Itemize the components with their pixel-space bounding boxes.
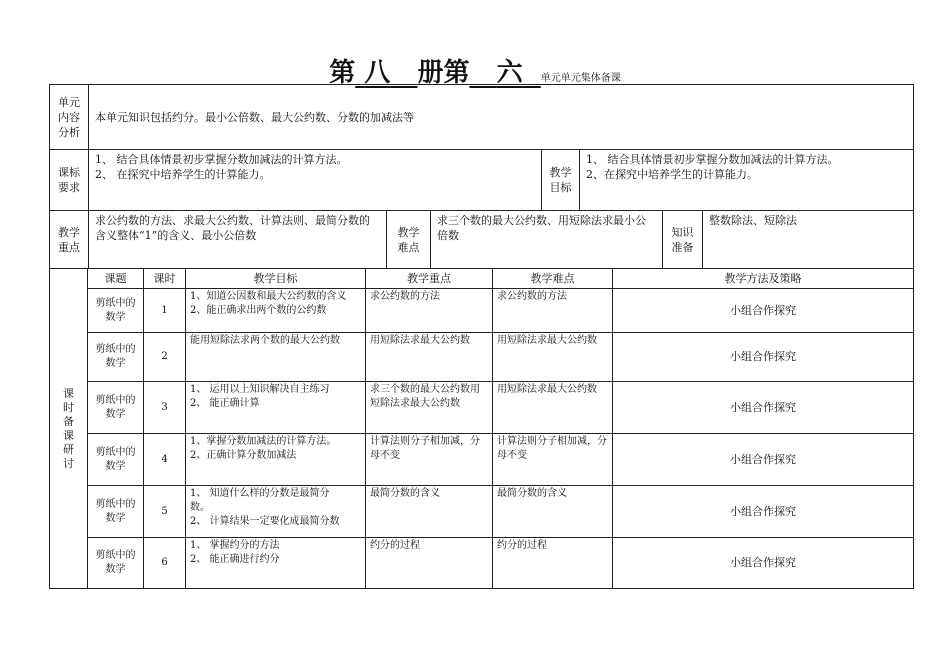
row-method: 小组合作探究 <box>613 486 914 538</box>
header-difficulty: 教学难点 <box>493 269 613 289</box>
row-topic: 剪纸中的数学 <box>88 486 144 538</box>
header-period: 课时 <box>144 269 186 289</box>
row-method: 小组合作探究 <box>613 289 914 333</box>
row-focus: 约分的过程 <box>366 538 493 589</box>
lesson-plan-table <box>49 268 914 589</box>
row-difficulty: 用短除法求最大公约数 <box>493 382 613 434</box>
focus-label: 教学 重点 <box>58 225 80 254</box>
row-goal: 1、 掌握约分的方法 2、 能正确进行约分 <box>186 538 366 589</box>
title-mid: 册第 <box>417 58 470 88</box>
teaching-goal-content: 1、 结合具体情景初步掌握分数加减法的计算方法。 2、在探究中培养学生的计算能力。 <box>579 150 913 210</box>
row-topic: 剪纸中的数学 <box>88 289 144 333</box>
row-difficulty: 用短除法求最大公约数 <box>493 333 613 382</box>
row-difficulty: 求公约数的方法 <box>493 289 613 333</box>
focus-content: 求公约数的方法、求最大公约数、计算法则、最简分数的含义整体“1”的含义、最小公倍数 <box>88 211 386 268</box>
book-number: 八 <box>364 58 391 88</box>
row-goal: 1、 知道什么样的分数是最简分 数。 2、 计算结果一定要化成最简分数 <box>186 486 366 538</box>
row-topic: 剪纸中的数学 <box>88 434 144 486</box>
difficulty-content: 求三个数的最大公约数、用短除法求最小公倍数 <box>430 211 662 268</box>
teaching-goal-label: 教学 目标 <box>541 150 579 210</box>
row-topic: 剪纸中的数学 <box>88 333 144 382</box>
header-goal: 教学目标 <box>186 269 366 289</box>
table-row <box>50 538 914 589</box>
header-focus: 教学重点 <box>366 269 493 289</box>
row-method: 小组合作探究 <box>613 333 914 382</box>
unit-number: 六 <box>496 58 523 88</box>
unit-analysis-row <box>49 84 914 150</box>
row-method: 小组合作探究 <box>613 382 914 434</box>
row-period: 5 <box>144 486 186 538</box>
row-goal: 1、掌握分数加减法的计算方法。 2、正确计算分数加减法 <box>186 434 366 486</box>
row-focus: 求三个数的最大公约数用短除法求最大公约数 <box>366 382 493 434</box>
table-row <box>50 434 914 486</box>
header-method: 教学方法及策略 <box>613 269 914 289</box>
row-focus: 用短除法求最大公约数 <box>366 333 493 382</box>
title-suffix: 单元单元集体备课 <box>540 73 621 84</box>
header-topic: 课题 <box>88 269 144 289</box>
table-row <box>50 333 914 382</box>
row-goal: 1、 运用以上知识解决自主练习 2、 能正确计算 <box>186 382 366 434</box>
row-focus: 最简分数的含义 <box>366 486 493 538</box>
table-row <box>50 486 914 538</box>
standards-content: 1、 结合具体情景初步掌握分数加减法的计算方法。 2、 在探究中培养学生的计算能力。 <box>88 150 541 210</box>
row-difficulty: 约分的过程 <box>493 538 613 589</box>
focus-row <box>49 210 914 269</box>
row-period: 4 <box>144 434 186 486</box>
table-row <box>50 289 914 333</box>
row-focus: 计算法则分子相加减，分母不变 <box>366 434 493 486</box>
unit-analysis-content: 本单元知识包括约分。最小公倍数、最大公约数、分数的加减法等 <box>88 85 913 149</box>
unit-analysis-label: 单元 内容 分析 <box>58 95 80 139</box>
difficulty-label: 教学 难点 <box>386 211 430 268</box>
row-method: 小组合作探究 <box>613 538 914 589</box>
row-topic: 剪纸中的数学 <box>88 538 144 589</box>
prep-content: 整数除法、短除法 <box>702 211 913 268</box>
standards-row <box>49 149 914 211</box>
row-method: 小组合作探究 <box>613 434 914 486</box>
table-header-row <box>50 269 914 289</box>
row-period: 6 <box>144 538 186 589</box>
row-period: 1 <box>144 289 186 333</box>
prep-label: 知识 准备 <box>662 211 702 268</box>
row-difficulty: 最简分数的含义 <box>493 486 613 538</box>
title-prefix: 第 <box>329 58 356 88</box>
row-period: 3 <box>144 382 186 434</box>
lesson-study-label: 课 时 备 课 研 讨 <box>50 269 88 589</box>
row-topic: 剪纸中的数学 <box>88 382 144 434</box>
row-focus: 求公约数的方法 <box>366 289 493 333</box>
standards-label: 课标 要求 <box>58 166 80 194</box>
table-row <box>50 382 914 434</box>
row-goal: 1、知道公因数和最大公约数的含义 2、能正确求出两个数的公约数 <box>186 289 366 333</box>
row-difficulty: 计算法则分子相加减，分母不变 <box>493 434 613 486</box>
row-goal: 能用短除法求两个数的最大公约数 <box>186 333 366 382</box>
row-period: 2 <box>144 333 186 382</box>
